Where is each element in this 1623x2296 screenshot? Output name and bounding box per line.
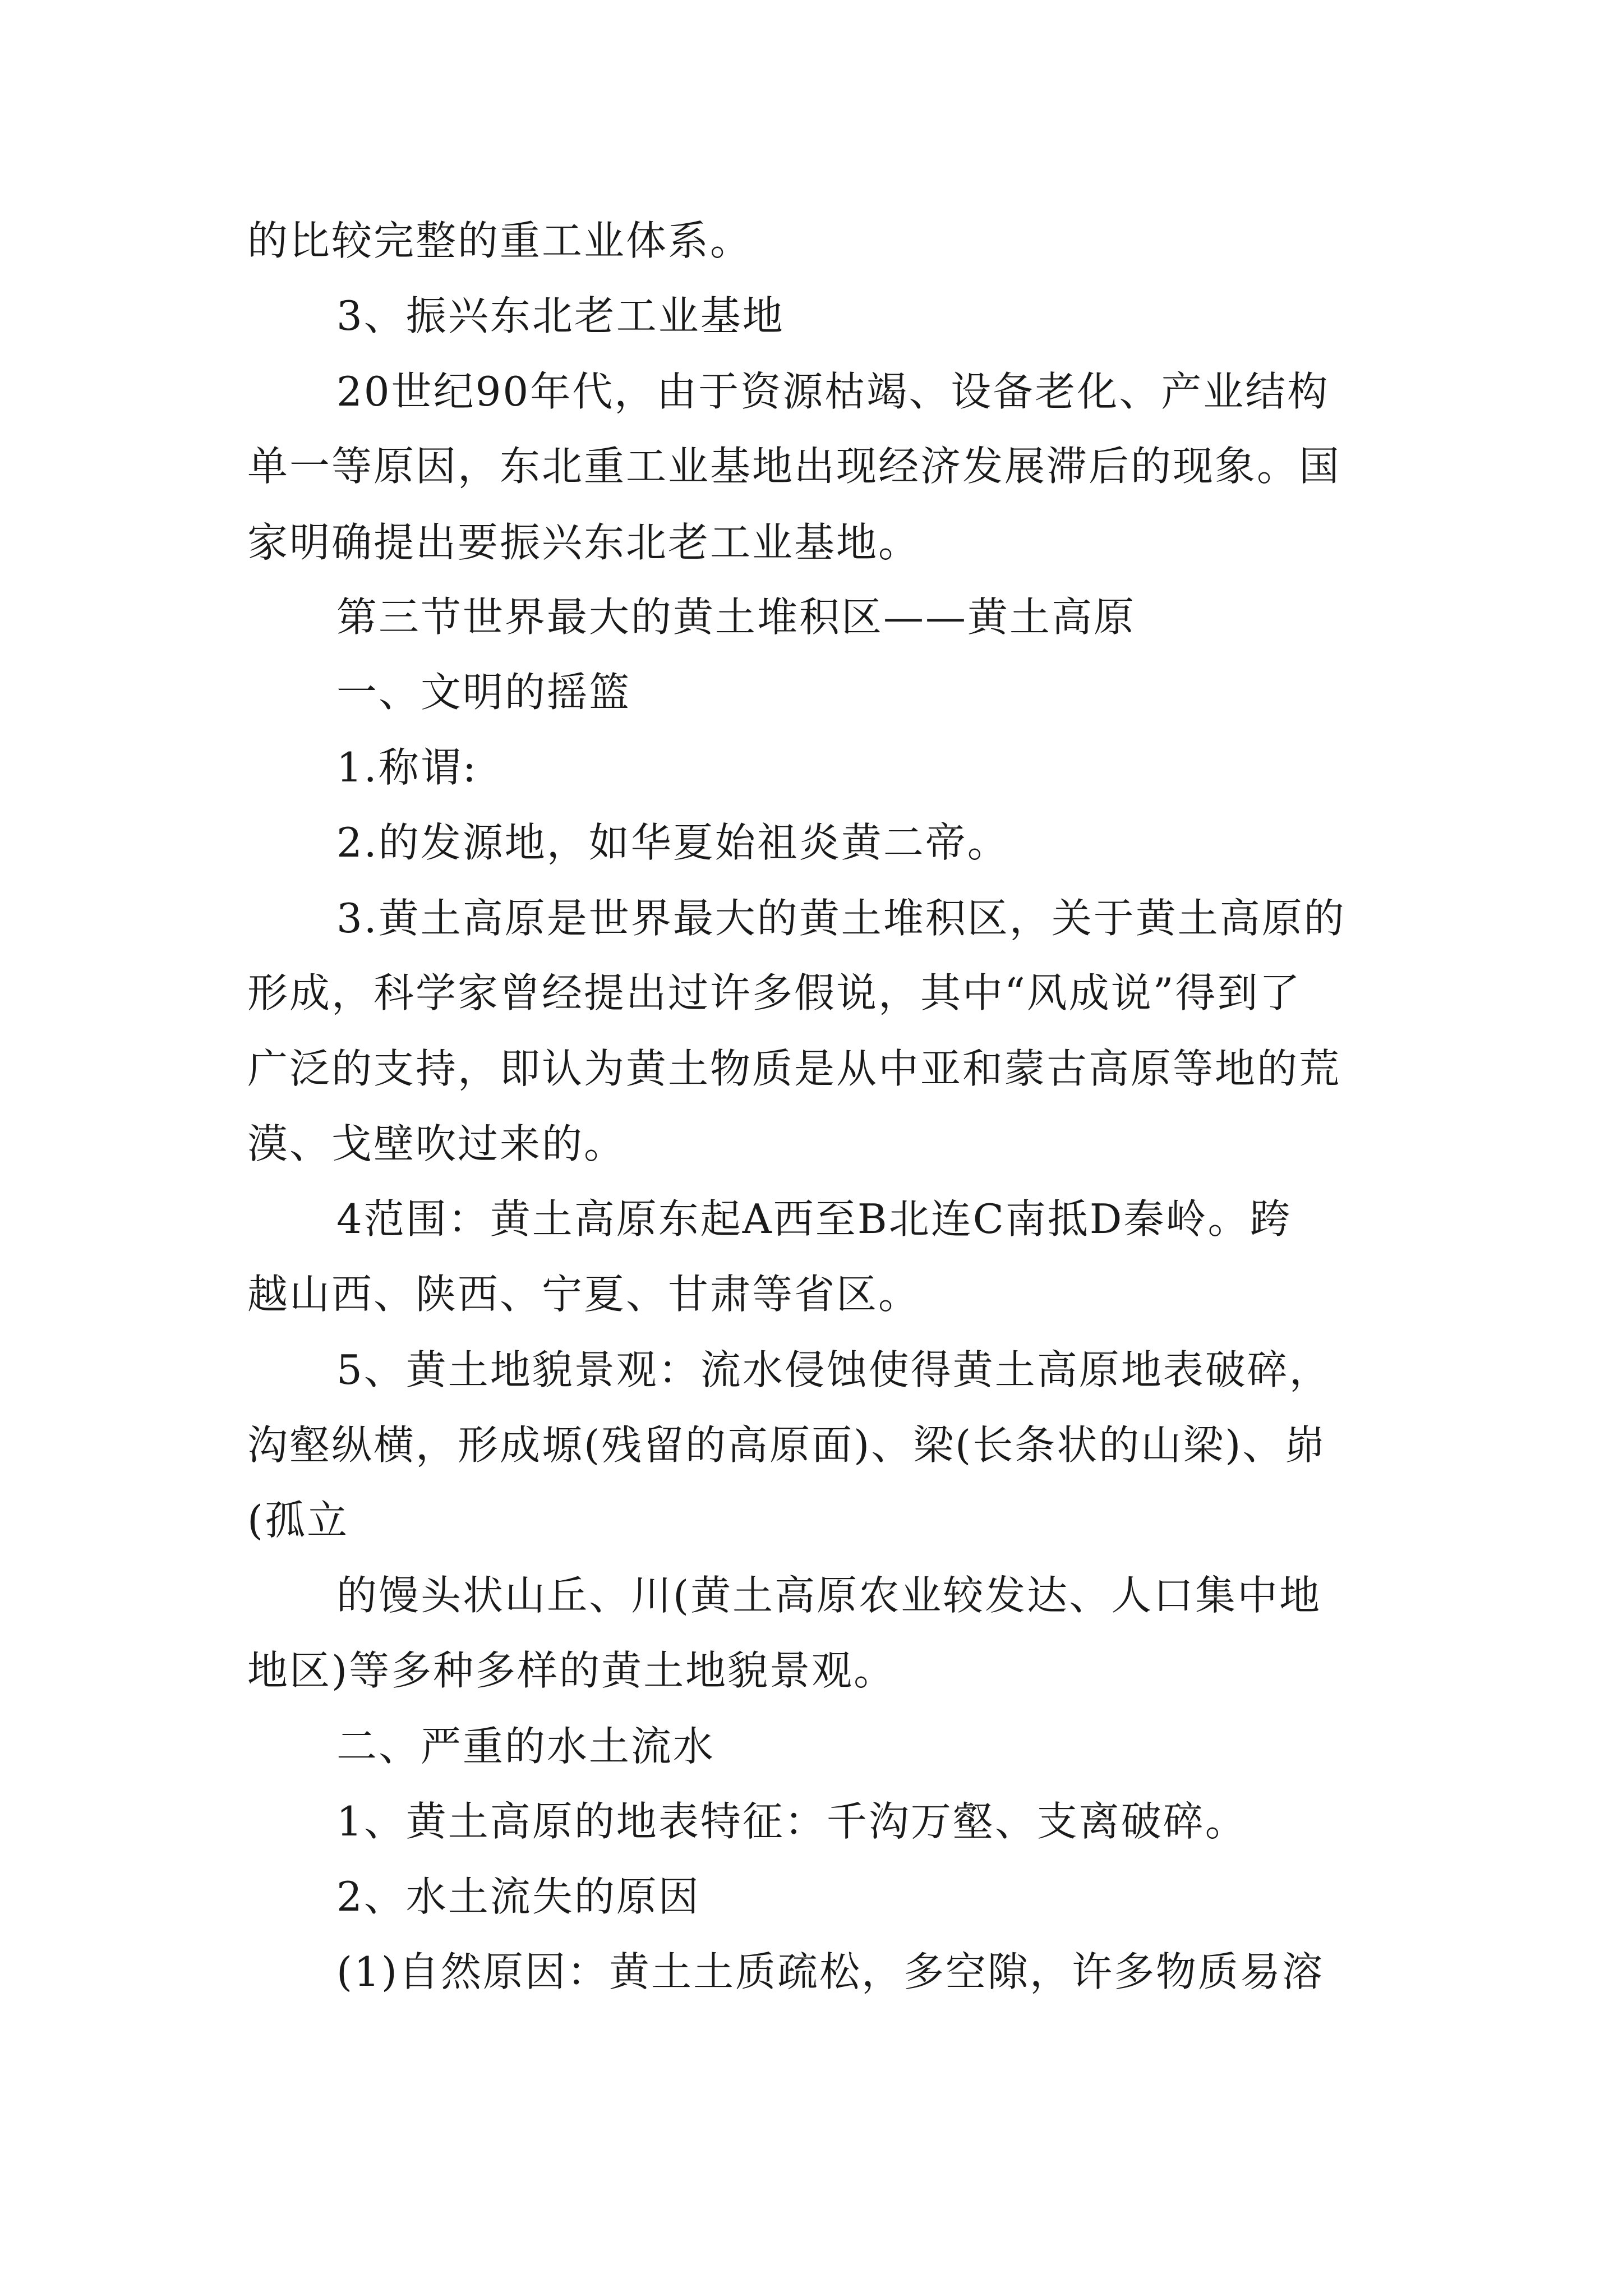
text-line: 漠、戈壁吹过来的。 — [247, 1120, 626, 1167]
text-line: 的馒头状山丘、川(黄土高原农业较发达、人口集中地 — [336, 1572, 1322, 1619]
text-line: 越山西、陕西、宁夏、甘肃等省区。 — [247, 1271, 921, 1318]
text-line: 的比较完整的重工业体系。 — [247, 217, 753, 264]
text-line: 5、黄土地貌景观：流水侵蚀使得黄土高原地表破碎， — [336, 1346, 1331, 1393]
text-line: 形成，科学家曾经提出过许多假说，其中“风成说”得到了 — [247, 969, 1302, 1016]
text-line: 4范围：黄土高原东起A西至B北连C南抵D秦岭。跨 — [336, 1195, 1292, 1243]
text-line: 3.黄土高原是世界最大的黄土堆积区，关于黄土高原的 — [336, 895, 1346, 942]
text-line: 家明确提出要振兴东北老工业基地。 — [247, 519, 921, 566]
section-heading: 二、严重的水土流水 — [336, 1723, 716, 1770]
text-line: 广泛的支持，即认为黄土物质是从中亚和蒙古高原等地的荒 — [247, 1045, 1341, 1092]
section-heading: 3、振兴东北老工业基地 — [336, 292, 785, 339]
text-line: 2.的发源地，如华夏始祖炎黄二帝。 — [336, 819, 1009, 866]
section-heading: 一、文明的摇篮 — [336, 669, 631, 716]
text-line: 沟壑纵横，形成塬(残留的高原面)、梁(长条状的山梁)、峁 — [247, 1421, 1327, 1469]
text-line: 地区)等多种多样的黄土地貌景观。 — [247, 1647, 896, 1694]
text-line: 1、黄土高原的地表特征：千沟万壑、支离破碎。 — [336, 1798, 1247, 1845]
text-line: (1)自然原因：黄土土质疏松，多空隙，许多物质易溶 — [336, 1948, 1324, 1995]
text-line: 单一等原因，东北重工业基地出现经济发展滞后的现象。国 — [247, 443, 1341, 490]
text-line: 2、水土流失的原因 — [336, 1873, 700, 1920]
chapter-heading: 第三节世界最大的黄土堆积区——黄土高原 — [336, 593, 1136, 641]
text-line: 20世纪90年代，由于资源枯竭、设备老化、产业结构 — [336, 368, 1330, 415]
text-line: 1.称谓: — [336, 744, 478, 791]
text-line: (孤立 — [247, 1497, 349, 1544]
